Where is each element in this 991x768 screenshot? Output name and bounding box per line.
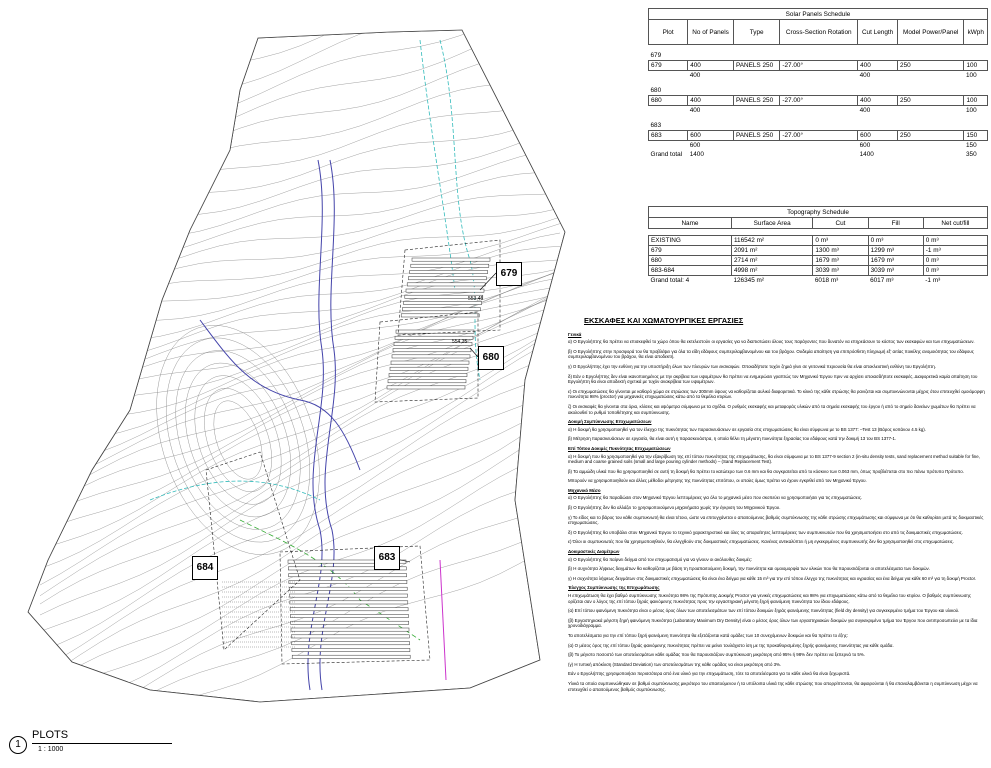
table-cell: 1679 m³: [813, 256, 868, 266]
notes-section-heading: Γενικά: [568, 331, 582, 337]
notes-paragraph: γ) Το είδος και το βάρος του κάθε συμπυκνωτή θα είναι τέτοιο, ώστε να επιτυγχάνεται ο απαιτούμενος βαθμός συμπύκνωσης της κάθε στρώσης επιχωμάτωσης και σύμφωνα με ότι θα καθορίσει μετά τις δοκιμαστικές επιχωματώσεις.: [568, 514, 984, 526]
contour-loop: [178, 364, 297, 517]
contour-loop: [140, 318, 337, 562]
table-cell: 250: [898, 61, 964, 71]
panel-row: [290, 594, 408, 597]
panel-row: [392, 355, 470, 358]
table-cell: 679: [649, 61, 688, 71]
table-cell: 679: [649, 246, 732, 256]
table-row: [649, 236, 988, 246]
notes-paragraph: (γ) Η τυπική απόκλιση (Standard Deviation) των αποτελεσμάτων της κάθε ομάδας να είναι μικρότερη από 3%.: [568, 661, 782, 667]
topo-header-cell: Net cut/fill: [923, 218, 987, 229]
panel-row: [411, 264, 489, 267]
contour-loop: [204, 394, 272, 485]
panel-row: [393, 349, 471, 352]
table-cell: EXISTING: [649, 236, 732, 246]
panel-row: [292, 655, 410, 658]
panel-row: [290, 601, 408, 604]
table-row: [649, 96, 988, 106]
table-cell: 250: [898, 131, 964, 141]
table-cell: Grand total: [650, 151, 683, 158]
panel-row: [407, 283, 485, 286]
table-cell: [898, 141, 964, 151]
notes-section-heading: Επί Τόπου Δοκιμές Πυκνότητας Επιχωματώσεων: [568, 445, 671, 451]
notes-paragraph: β) Η συχνότητα λήψεως δειγμάτων θα καθορίζεται με βάση τη προαπαιτούμενη δοκιμή, την πυκνότητα και ομοιομορφία των υλικών που θα παρουσιάζονται οι αποτελέσματα των δοκιμών.: [568, 566, 930, 572]
notes-paragraph: Η επιχωμάτωση θα έχει βαθμό συμπύκνωσης πυκνότητα 98% της Πρότυπης Δοκιμής Proctor για γενικές επιχωματώσεις και 98% για επιχωματώσεις κάτω από τα θεμέλια του κτιρίου. Ο βαθμός συμπύκνωσης ορίζεται σαν ο λόγος της επί τόπου ξηράς φαινόμενης πυκνότητας προς την εργαστηριακή μέγιστη ξηρή φαινόμενη πυκνότητα του ίδιου εδάφους.: [568, 593, 971, 604]
notes-paragraph: ε) Όλοι οι συμπυκνωτές που θα χρησιμοποιηθούν, θα ελεγχθούν στις δοκιμαστικές επιχωματώσεις. Κανένας αντικαλύπτει ή μη εγκεκριμένος συμπυκνωτής δεν θα χρησιμοποιηθεί στις επιχωματώσεις.: [568, 539, 954, 545]
topography-schedule: [648, 206, 988, 285]
plot-label-683: 683: [374, 546, 400, 570]
elevation-marker: 554,35: [452, 339, 468, 345]
table-cell: 600: [688, 131, 734, 141]
drawing-number: 1: [9, 736, 27, 754]
table-cell: 100: [964, 61, 988, 71]
stream-line: [150, 481, 320, 500]
table-cell: 2714 m²: [731, 256, 812, 266]
panel-row: [291, 628, 409, 631]
table-cell: PANELS 250: [733, 61, 779, 71]
notes-paragraph: Εάν ο Εργολήπτης χρησιμοποιήσει περισσότερα από ένα υλικό για την επιχωμάτωση, τότε τα αποτελέσματα για το κάθε υλικό θα είναι ξεχωριστά.: [568, 671, 851, 677]
solar-header-cell: Model Power/Panel: [898, 20, 964, 45]
notes-section-heading: Έλεγχος Συμπύκνωσης της Επιχωμάτωσης: [568, 585, 660, 591]
table-cell: [780, 106, 858, 116]
table-cell: -1 m³: [923, 246, 987, 256]
panel-row: [391, 361, 469, 364]
table-cell: 250: [898, 96, 964, 106]
magenta-line: [440, 560, 446, 680]
table-cell: 400: [858, 96, 898, 106]
notes-title: ΕΚΣΚΑΦΕΣ ΚΑΙ ΧΩΜΑΤΟΥΡΓΙΚΕΣ ΕΡΓΑΣΙΕΣ: [584, 316, 744, 325]
table-cell: 1400: [689, 151, 704, 158]
table-cell: 400: [859, 107, 871, 114]
table-cell: [780, 150, 858, 159]
panel-row: [289, 574, 407, 577]
stream-line: [440, 40, 480, 380]
panel-row: [388, 380, 466, 383]
table-cell: 400: [859, 72, 871, 79]
table-cell: [733, 150, 779, 159]
table-cell: [898, 71, 964, 81]
solar-panels-schedule: [648, 8, 988, 159]
table-cell: 400: [689, 72, 701, 79]
topo-header-cell: Surface Area: [731, 218, 812, 229]
table-row: [649, 246, 988, 256]
panel-row: [291, 621, 409, 624]
plot-label-680: 680: [478, 346, 504, 370]
table-row: [649, 266, 988, 276]
table-cell: 683: [649, 131, 688, 141]
notes-paragraph: α) Ο Εργολήπτης θα πρέπει να επισκεφθεί το χώρο όπου θα εκτελεστούν οι εργασίες για να διαπιστώσει όλους τους παράγοντες που δυνατόν να επηρεάσουν το κόστος των εκσκαφών και των επιχωματώσεων.: [568, 339, 975, 345]
plot-label-684: 684: [192, 556, 218, 580]
panel-row: [292, 642, 410, 645]
notes-paragraph: (α) Επί τόπου φαινόμενη πυκνότητα είναι ο μέσος όρος όλων των αποτελεσμάτων των επί τόπου δοκιμών ξηράς φαινόμενης πυκνότητας (field dry density) για συγκεκριμένο τμήμα του Έργου και υλικού.: [568, 608, 960, 614]
notes-section-heading: Δοκιμή Συμπύκνωσης Επιχωματώσεων: [568, 419, 652, 425]
contour-loop: [191, 379, 284, 501]
title-underline: [32, 743, 172, 744]
topo-header-cell: Name: [649, 218, 732, 229]
table-cell: 400: [858, 61, 898, 71]
table-cell: 1299 m³: [868, 246, 923, 256]
notes-section-heading: Δοκιμαστικές Διαμέτρων: [568, 549, 620, 555]
table-row: [649, 150, 988, 159]
solar-header-cell: No of Panels: [688, 20, 734, 45]
table-cell: 1400: [859, 151, 874, 158]
panel-row: [412, 258, 490, 261]
table-cell: -27.00°: [780, 96, 858, 106]
notes-paragraph: β) Ο Εργολήπτης δεν θα αλλάζει το χρησιμοποιούμενο μηχανήματα χωρίς την έγκριση του Μηχανικού Έργου.: [568, 505, 781, 511]
table-cell: [733, 71, 779, 81]
panel-row: [289, 587, 407, 590]
notes-paragraph: β) Τα αμμώδη υλικά που θα χρησιμοποιηθεί σε αυτή τη δοκιμή θα πρέπει το κατώτερο των 0.6 mm και θα συγκρατείται από το κόσκινο των 0.063 mm, όπως προβλέπεται στο πιο πάνω πρότυπο Πρότυπο.: [568, 468, 964, 474]
table-cell: 400: [689, 107, 701, 114]
table-cell: [733, 106, 779, 116]
panel-row: [402, 308, 480, 311]
table-cell: 600: [858, 131, 898, 141]
panel-row: [290, 614, 408, 617]
table-cell: 600: [859, 142, 871, 149]
table-cell: 100: [965, 107, 977, 114]
notes-paragraph: (β) Το μέγιστο ποσοστό των αποτελεσμάτων κάθε ομάδας που θα παρουσιάζουν συμπύκνωση μικρότερη από 95% ή 98% δεν πρέπει να ξεπερνά το 5%.: [568, 652, 865, 658]
table-cell: 3039 m³: [813, 266, 868, 276]
notes-paragraph: (α) Ο μέσος όρος της επί τόπου ξηράς φαινόμενης πυκνότητας πρέπει να μείνει τουλάχιστο ίση με της προκαθορισμένης ξηρής φαινόμενης πυκνότητας για κάθε ομάδα.: [568, 642, 894, 648]
topo-header-cell: Cut: [813, 218, 868, 229]
group-label: 679: [650, 52, 662, 59]
table-row: [649, 131, 988, 141]
table-cell: -27.00°: [780, 131, 858, 141]
table-cell: 150: [964, 131, 988, 141]
table-cell: [733, 141, 779, 151]
table-cell: 126345 m²: [733, 277, 764, 284]
panel-row: [291, 635, 409, 638]
contour-line: [40, 411, 560, 681]
panel-row: [387, 386, 465, 389]
table-cell: 150: [965, 142, 977, 149]
table-row: [649, 71, 988, 81]
table-cell: 683-684: [649, 266, 732, 276]
panel-row: [289, 580, 407, 583]
panel-row: [390, 367, 468, 370]
table-cell: PANELS 250: [733, 131, 779, 141]
notes-paragraph: α) Η δοκιμή θα χρησιμοποιηθεί για τον έλεγχο της πυκνότητας των παρασκευάσεων σε εργασία στις επιχωματώσεις θα είναι σύμφωνα με το BS 1377: –Test 13 (Βάρος κοπάνου 4.5 kg).: [568, 426, 926, 432]
notes-section-heading: Μηχανικό Μέσο: [568, 487, 601, 493]
table-cell: [898, 106, 964, 116]
topo-schedule-title: Topography Schedule: [649, 207, 988, 218]
table-cell: 6017 m³: [870, 277, 894, 284]
notes-paragraph: δ) Ο Εργολήπτης θα υποβάλει στον Μηχανικό Έργου το τεχνικό χαρακτηριστικό και όλες τις απαραίτητες λεπτομέρειες των συμπυκνωτών που θα χρησιμοποιήσει στο από τις δοκιμαστικές επιχωματώσεις.: [568, 529, 963, 535]
notes-paragraph: (β) Εργαστηριακά μέγιστη ξηρή φαινόμενη πυκνότητα (Laboratory Maximum Dry Density) είναι ο μέσος όρος όλων των εργαστηριακών δοκιμών για συγκεκριμένο τμήμα του Έργου που αντιπροσωπεύει με τα ίδια χρονοδιάγραμμα.: [568, 617, 978, 629]
table-cell: 0 m³: [868, 236, 923, 246]
panel-row: [408, 277, 486, 280]
table-cell: 4998 m²: [731, 266, 812, 276]
notes-paragraph: γ) Ο Εργολήπτης έχει την ευθύνη για την υποστήριξη όλων των πλευρών των εκσκαφών. Οποιαδήποτε τυχόν ζημιά γίνει σε γειτονικά περιουσία θα είναι αποκλειστική ευθύνη του Εργολήπτη.: [568, 363, 936, 369]
panel-row: [290, 608, 408, 611]
table-cell: 350: [965, 151, 977, 158]
contour-loop: [153, 333, 324, 547]
panel-row: [396, 330, 474, 333]
panel-row: [410, 270, 488, 273]
table-row: [649, 106, 988, 116]
notes-paragraph: γ) Η συχνότητα λήψεως δειγμάτων στις δοκιμαστικές επιχωματώσεις θα είναι ένα δείγμα για κάθε 15 m³ για την επί τόπου έλεγχο της πυκνότητας και υγρασίας και ένα δείγμα για κάθε 60 m³ για τη δοκιμή Proctor.: [568, 575, 977, 581]
group-label: 680: [650, 87, 662, 94]
solar-header-cell: Type: [733, 20, 779, 45]
table-cell: [649, 106, 688, 116]
table-cell: 680: [649, 256, 732, 266]
topo-header-cell: Fill: [868, 218, 923, 229]
solar-header-cell: kWph: [964, 20, 988, 45]
panel-row: [401, 314, 479, 317]
table-cell: [649, 141, 688, 151]
table-cell: 100: [964, 96, 988, 106]
group-label: 683: [650, 122, 662, 129]
notes-paragraph: δ) Εάν ο Εργολήπτης δεν είναι ικανοποιημένος με την ακρίβεια των υψομέτρων θα πρέπει να ενημερώσει γραπτώς τον Μηχανικό Έργου πριν να αρχίσει οποιασδήποτε εκσκαφές. Διαφορετικά καμία απαίτηση του Εργολήπτη θα είναι αποδεκτή σχετικά με τυχόν ανακρίβεια των υψομέτρων.: [568, 373, 978, 385]
table-cell: 400: [688, 96, 734, 106]
drawing-title: PLOTS: [32, 729, 69, 741]
panel-row: [389, 373, 467, 376]
solar-header-cell: Cross-Section Rotation: [780, 20, 858, 45]
table-cell: Grand total: 4: [650, 277, 690, 284]
table-cell: [780, 71, 858, 81]
table-cell: [649, 71, 688, 81]
table-cell: 600: [689, 142, 701, 149]
elevation-marker: 553,45: [468, 296, 484, 302]
notes-paragraph: α) Η δοκιμή που θα χρησιμοποιηθεί για την εξακρίβωση της επί τόπου πυκνότητας της επιχωμάτωσης, θα είναι σύμφωνα με το BS 1377-9 section 2 (in-situ density tests, sand replacement method suitable for fine, medium and coarse grained soils (small and large pouring cylinder methods) – (Sand Replacement Test).: [568, 453, 980, 465]
table-row: [649, 141, 988, 151]
stream-line: [420, 40, 455, 290]
notes-paragraph: α) Ο Εργολήπτης θα παραδώσει στον Μηχανικό Έργου λεπτομέρειες για όλο το μηχανικό μέσο που σκοπεύει να χρησιμοποιήσει για τις επιχωματώσεις.: [568, 495, 863, 501]
table-row: [649, 61, 988, 71]
table-cell: 100: [965, 72, 977, 79]
plot-outline: [280, 546, 430, 664]
table-cell: 0 m³: [923, 236, 987, 246]
table-cell: -27.00°: [780, 61, 858, 71]
notes-paragraph: ε) Οι επιχωματώσεις θα γίνονται με καθαρό χώμα σε στρώσεις των 300mm ύψους να καθορίζεται αυλικό διαφορετικά. Το κλικό της κάθε στρώσης θα ρανιζεται και συμπυκνώνονται μέχρις ότου επιτευχθεί ομοιόμορφη πυκνότητα 98% (proctor) για μηχανικές επιχωματώσεις κάτω από τα θεμέλια κτιρίων.: [568, 388, 985, 400]
table-cell: [780, 141, 858, 151]
earthworks-notes: [568, 318, 986, 696]
table-cell: 1300 m³: [813, 246, 868, 256]
table-row: [649, 276, 988, 286]
table-cell: 116542 m²: [731, 236, 812, 246]
solar-header-cell: Cut Length: [858, 20, 898, 45]
panel-row: [292, 648, 410, 651]
plot-label-679: 679: [496, 262, 522, 286]
contour-loop: [166, 348, 311, 531]
table-cell: [898, 150, 964, 159]
table-row: [649, 256, 988, 266]
notes-paragraph: Υλικά τα οποία συμπυκνώθηκαν σε βαθμό συμπύκνωσης μικρότερο του απαιτούμενου ή τα υπόλοιπα υλικά της κάθε στρώσης που απορρίπτονται, θα αφαιρούνται ή θα επαναλαμβάνεται η συμπύκνωση μέχρι να επιτευχθεί ο απαιτούμενος βαθμός συμπύκνωσης.: [568, 680, 978, 692]
table-cell: 0 m³: [923, 266, 987, 276]
drawing-scale: 1 : 1000: [38, 746, 64, 753]
panel-row: [406, 289, 484, 292]
table-cell: 0 m³: [923, 256, 987, 266]
notes-paragraph: ζ) Οι εκσκαφές θα γίνονται στα όρια, κλίσεις και υψόμετρα σύμφωνα με τα σχέδια. Ο ρυθμός εκσκαφής και μεταφοράς υλικών από τα σημεία εκσκαφής του έργου ή από το σημείο δανείων χωμάτων θα πρέπει να ακολουθεί το ρυθμό τοποθέτησης και συμπύκνωσης.: [568, 403, 976, 415]
notes-paragraph: β) Ο Εργολήπτης στην προσφορά του θα προβλέψει για όλα τα είδη εδάφους συμπεριλαμβανομένου και του βράχου. Ουδεμία απαίτηση για επιπρόσθετη πληρωμή εξ' αιτίας ποικίλης ανομοιότητας του εδάφους συμπεριλαμβανομένου του βράχου, θα είναι αποδεκτή.: [568, 348, 974, 360]
table-cell: 6018 m³: [814, 277, 839, 284]
table-cell: 400: [688, 61, 734, 71]
notes-paragraph: α) Ο Εργολήπτης θα παίρνει δείγμα από τον επιχωματισμό για να γίνουν οι ακόλουθες δοκιμές:: [568, 556, 753, 562]
table-cell: 2091 m²: [731, 246, 812, 256]
table-cell: 0 m³: [813, 236, 868, 246]
table-cell: -1 m³: [925, 277, 941, 284]
table-cell: 3039 m³: [868, 266, 923, 276]
notes-paragraph: Μπορούν να χρησιμοποιηθούν και άλλες μέθοδοι μέτρησης της πυκνότητας επιτόπου, οι οποίες όμως πρέπει να έχουν εγκριθεί από τον Μηχανικό Έργου.: [568, 478, 867, 484]
solar-header-cell: Plot: [649, 20, 688, 45]
table-cell: 1679 m³: [868, 256, 923, 266]
table-cell: PANELS 250: [733, 96, 779, 106]
solar-schedule-title: Solar Panels Schedule: [649, 9, 988, 20]
leader-line: [470, 348, 478, 357]
leader-line: [480, 273, 496, 290]
notes-paragraph: Τα αποτελέσματα για την επί τόπου ξηρή φαινόμενη πυκνότητα θα εξετάζονται κατά ομάδες των 10 συνεχόμενων δοκιμών και θα πρέπει το έξης:: [568, 632, 849, 638]
table-cell: 680: [649, 96, 688, 106]
contour-loop: [127, 303, 349, 578]
notes-paragraph: β) Μέτρηση παρασκευάσεων σε εργασία, θα είναι αυτή η παρασκευάστρα, η οποία θέλει τη μέγιστη πυκνότητα ξηρασίας του εδάφους κατά την δοκιμή 13 του BS 1377-1.: [568, 436, 897, 442]
